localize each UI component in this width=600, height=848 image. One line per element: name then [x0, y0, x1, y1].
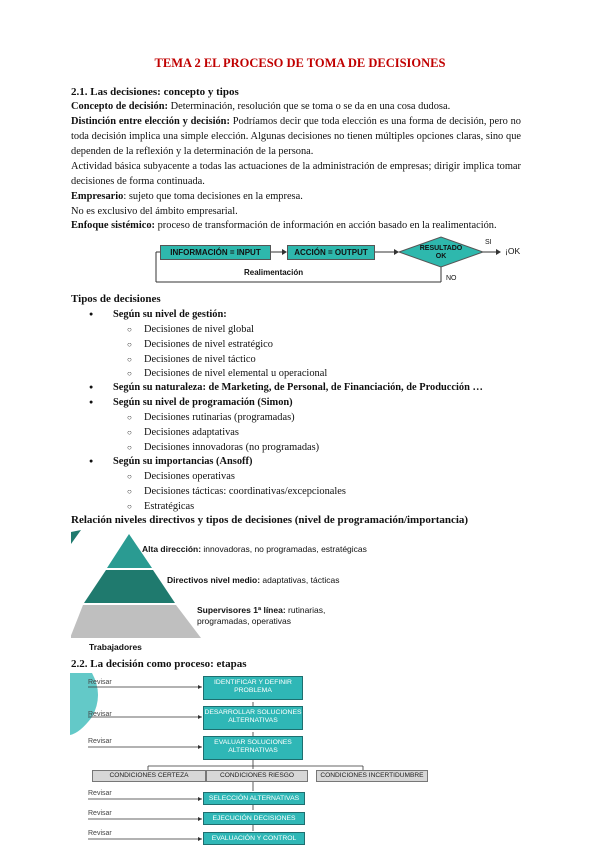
list-item: ○ Decisiones operativas [127, 469, 235, 484]
enfoque-label: Enfoque sistémico: [71, 220, 155, 231]
concepto-label: Concepto de decisión: [71, 101, 168, 112]
relacion-heading: Relación niveles directivos y tipos de decisiones (nivel de programación/importancia) [71, 514, 469, 526]
condicion-riesgo: CONDICIONES RIESGO [206, 770, 308, 782]
no-exclusivo-paragraph: No es exclusivo del ámbito empresarial. [71, 206, 238, 217]
stage-seleccion: SELECCIÓN ALTERNATIVAS [203, 792, 305, 805]
tipo-group-importancia: ● Según su importancias (Ansoff) [90, 454, 252, 469]
flow-lines [146, 234, 526, 290]
distincion-paragraph [71, 115, 521, 159]
realimentacion-label: Realimentación [244, 268, 304, 277]
supervisores-label: Supervisores 1ª línea: rutinarias, [197, 605, 326, 615]
tipo-group-programacion: ● Según su nivel de programación (Simon) [90, 395, 293, 410]
list-item: ○ Decisiones de nivel global [127, 322, 254, 337]
revisar-label: Revisar [88, 790, 112, 797]
supervisores-label-line2: programadas, operativas [197, 616, 292, 626]
list-item: ○ Decisiones tácticas: coordinativas/excepcionales [127, 484, 346, 499]
condicion-incertidumbre: CONDICIONES INCERTIDUMBRE [316, 770, 428, 782]
revisar-label: Revisar [88, 830, 112, 837]
list-item: ○ Decisiones rutinarias (programadas) [127, 410, 295, 425]
enfoque-text: proceso de transformación de información en acción basado en la realimentación. [155, 220, 497, 231]
pyramid-figure [71, 528, 404, 654]
output-box: ACCIÓN = OUTPUT [287, 245, 375, 260]
revisar-label: Revisar [88, 738, 112, 745]
distincion-label: Distinción entre elección y decisión: [71, 116, 230, 127]
si-label: SI [485, 239, 492, 246]
stage-identificar: IDENTIFICAR Y DEFINIR PROBLEMA [203, 676, 303, 700]
empresario-paragraph [71, 190, 521, 205]
alta-direccion-label: Alta dirección: innovadoras, no programadas, estratégicas [142, 544, 367, 554]
directivos-medio-label: Directivos nivel medio: adaptativas, tácticas [167, 575, 340, 585]
feedback-flow-diagram [146, 234, 526, 290]
list-item: ○ Decisiones innovadoras (no programadas) [127, 440, 319, 455]
empresario-text: : sujeto que toma decisiones en la empresa. [123, 191, 303, 202]
no-label: NO [446, 275, 457, 282]
process-stages-figure [70, 673, 430, 848]
tipo-group-gestion: ● Según su nivel de gestión: [90, 307, 227, 322]
revisar-label: Revisar [88, 679, 112, 686]
enfoque-paragraph [71, 219, 521, 234]
stage-evaluar: EVALUAR SOLUCIONES ALTERNATIVAS [203, 736, 303, 760]
list-item: ○ Decisiones de nivel elemental u operacional [127, 366, 327, 381]
page-title: TEMA 2 EL PROCESO DE TOMA DE DECISIONES [154, 56, 446, 70]
concepto-paragraph [71, 100, 521, 115]
condicion-certeza: CONDICIONES CERTEZA [92, 770, 206, 782]
trabajadores-label: Trabajadores [89, 642, 142, 652]
concepto-text: Determinación, resolución que se toma o se da en una cosa dudosa. [167, 101, 451, 112]
section-heading-2-2: 2.2. La decisión como proceso: etapas [71, 658, 247, 670]
stage-evaluacion-control: EVALUACIÓN Y CONTROL [203, 832, 305, 845]
input-box: INFORMACIÓN = INPUT [160, 245, 271, 260]
tipos-heading: Tipos de decisiones [71, 293, 161, 305]
section-heading-2-1: 2.1. Las decisiones: concepto y tipos [71, 86, 239, 98]
ok-label: ¡OK [505, 246, 521, 256]
revisar-label: Revisar [88, 711, 112, 718]
revisar-label: Revisar [88, 810, 112, 817]
empresario-label: Empresario [71, 191, 124, 202]
distincion-text: Podríamos decir que toda elección es una forma de decisión, pero no toda decisión implica una simple elección. Algunas decisiones no tienen múltiples opciones claras, sino que dependen de la reflexión y la determinación de la persona. [71, 116, 521, 157]
stage-ejecucion: EJECUCIÓN DECISIONES [203, 812, 305, 825]
list-item: ○ Decisiones de nivel táctico [127, 352, 256, 367]
tipo-group-naturaleza: ● Según su naturaleza: de Marketing, de Personal, de Financiación, de Producción … [90, 380, 483, 395]
actividad-paragraph: Actividad básica subyacente a todas las actuaciones de la administración de empresas; dirigir implica tomar decisiones de forma continuada. [71, 161, 521, 187]
list-item: ○ Decisiones de nivel estratégico [127, 337, 273, 352]
list-item: ○ Decisiones adaptativas [127, 425, 239, 440]
stage-desarrollar: DESARROLLAR SOLUCIONES ALTERNATIVAS [203, 706, 303, 730]
list-item: ○ Estratégicas [127, 499, 194, 514]
resultado-diamond-label: RESULTADO OK [419, 245, 463, 260]
